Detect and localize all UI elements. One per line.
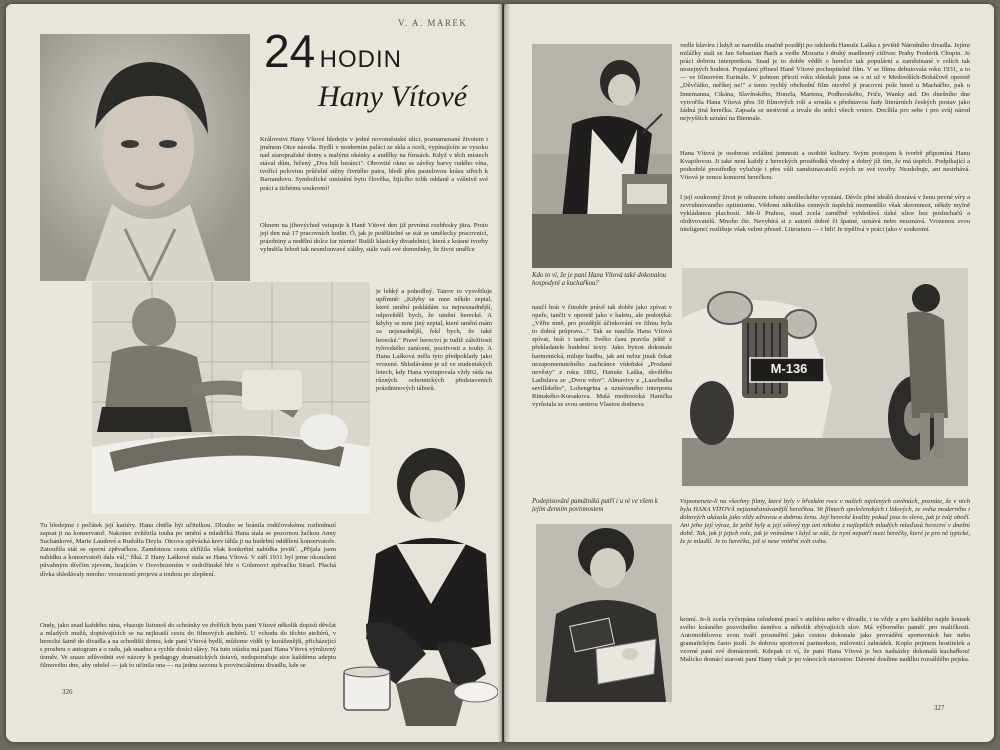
page-number-left: 326 — [62, 688, 73, 696]
intro-paragraph: Královstvi Hany Vítové hledejte v jedné novoměstské ulici, poznamenané životem i jménem Otce národa. Bydlí v moderním paláci ze skla a oceli, vypínajícím se vysoko nad staropražské domy s malými okénky a andílky na římsách. Když v těch místech stával dům, řečený „Dva bílí beránci". Obrovité okno se závěsy barvy rudého vína, tvořící polovinu průčelní stěny čtvrtého patra, hledí přes pastelovou krásu střech k Barrandovu. Symbolické umístění bytu člověka, žijícího tolik oddaně a vášnivě své práci a tichému soukromí! — [260, 136, 488, 192]
reading-photo — [536, 524, 672, 702]
title-word: HODIN — [319, 46, 402, 73]
caption-kitchen: Kdo to ví, že je paní Hana Vítová také dokonalou hospodyní a kuchařkou? — [532, 272, 667, 288]
text-column-top: vedle klavíru i když se narodila značně později po odchodu Hanuše Laška z jeviště Národního divadla. Jejími miláčky stali se Jan Sebastian Bach a vedle Mozarta i druhý madlenný citlivec Prahy Frederik Chopin. Je práci dobrou interpretkou. Snad je to dobře vědět o herečce tak populární a zaměstnané v rolích tak nestejných hodnot. Populární přinesl Haně Vítové pochopitelně film. V se filmu debutovala roku 1931, a to — ve filmovém Eurinále. V jednom přírotí roku shledali jsme se s ní už v Medoolších-Boháčově operetě „Děvčátko, neříkej ne!" a tento rychlý obchodní film otevřel jí pracovní pole hned u Macháčho, pak u Innemanna, Cikána, Slavínského, Honzla, Martena, Podhorského, Friče, Wanky atd. Do dnešního dne vytvořila Hana Vítová přes 30 filmových rolí a srostla s představou řady literárních českých postav jako žádná jiná herečka. Zapsala se nestvrné a trvale do srdcí všech vrstev. Docílila pro sebe i pro svůj národ nejvyšších uznání na Biennale. — [680, 42, 970, 122]
portrait-photo — [40, 34, 250, 281]
text-column-a: Oknem na jihovýchod vstupuje k Haně Vítové den již prvními rozbřesky jitra. Proto její den má 17 pracovních hodin. Ó, jak je potěšitelné se stát se umělecky pracovnicí, prázdniny a nedělní dolce far niente! Rušili klasicky divadelnici, která z krásné tvorby vyhnětla řehoň tak nesmlouvavé záliby, stále vaší své domněnky, že život umělce — [260, 222, 488, 254]
title-line-1 — [264, 24, 402, 78]
left-page — [6, 4, 502, 742]
page-number-right: 327 — [934, 704, 945, 712]
text-column-d: Ondy, jako snad každého rána, vhazuje listonoš do schránky ve dvěřích bytu paní Vítové několik dopisů děvčat a mladých mužů, doptávajících se na nejkratší cestu do filmových ateliérů. U vchodu do těchto ateliérů, v herecké šatně do divadla a na schodišti domu, kde paní Vítová bydlí, můžeme vidět ty kuráženější, přicházející s prosbou o autogram a o radu, jak snadno a rychle dosíci slávy. Na tuto otázku má paní Hana Vítová výmluvný úsměv. Ve snaze zdůvodnit své názory k pedagogy dramatických ústavů, nedoporučuje sice každému adeptu filmového dne, aby odešel — jak to učinila ona — na jednu sezonu k provinciálnímu divadlu, kde se — [40, 622, 336, 670]
text-column-bottom: kromí. Je-li zcela vyčerpána celodenní prací v ateliéru nebo v divadle, i tu vždy a pro každého najde kousek svého krásného pozvolného úsměvu a několik zbývajících slov. Má výborného paměť pro maličkosti. Automobilovou svou tváří prosměřní jako cestou dokonale jako provádění sportovních her nebo gramatickým často jezdí. Je dobrou sportovní partnerkou, milovnicí zahrádek. Koplo pojmem hostitelek a vzorné paní své domácnosti. Kdepak ci ví, že paní Hana Vítová je bez nadsázky dokonalá kuchařkou! Malicko domácí starosti paní Hany však je po vánocích starostou: Dávené dosíhne nadílku rozsáhlého pejska. — [680, 616, 970, 664]
kitchen-photo — [532, 44, 672, 268]
text-column-c: Tu hledejme i počátek její kariéry. Hana chtěla být učitelkou. Dlouho se bránila rodičovskému rozhodnutí zapsat ji na konservatoř. Nakonec zvítězila touha po umění a mladičká Hana stala se pozornou žačkou Anny Suchánkové, Marie Laudové a Rudolfa Deyla. Otcova zpěvácká krev táhla ji na hudební oddělení konservatoře. Zatoužila stát se operní zpěvačkou. Zaměstnou cestu zkřížila však konkrétní nabídka jevišť. „Přijala jsem nabídku a konservatoři dala vál," říká. Z Hany Laškové stala se Hana Vítová. V září 1931 byl jeme okouzleni půvabným dívčím zjevem, hrajícím v Osvobozeném v rudolfinské hře o Golemovi zpěvačku Sirael. Plachá dívka shledávaly mnoho: vroucností projevu a touhou po zlepšení. — [40, 522, 336, 578]
text-column-b: je lehký a pohodlný. Tairov to vysvětluje upřímně: „Kdyby se mne někdo zeptal, které umění pokládám za nejnesnadnější, odpověděl bych, že umění herecké. A kdyby se mne jiný zeptal, které umění mám za nejsnadnější, řekl bych, že také herecké." Pravé herectví je tudíž záležitostí tylovského zanícení, poctivosti a touhy. A Hana Lašková měla tyto předpoklady jako vrozené. Shledáváme je už ve studentských letech, kdy Hana vystupovala vždy ráda na různých ochotnických představeních prázdninových táborů. — [376, 288, 492, 393]
license-plate: M-136 — [770, 361, 808, 376]
text-column-bottom-italic: Vzpomenete-li na všechny filmy, které byly v březkém roce v našich mjelených ozvěnách, poznáte, že v nich byla HANA VÍTOVÁ nejzaměstnávanější herečkou. Ve filmech společenských i lidových, ze světa moderního i dobových ukázala jako vždy zdravou a dobrou ženu. Její herecké kvality pokud jsou to sleva, jak je tvůj obočí. Ani jeho její výraz, že ještě byly a její sólový typ ani nikoho z nejlepších mladých mlaďasů herectví v dnešní době. Tak, jak ji jejich role, jak je vnímáme i když se zdá, že nyní nepatří mezi herečky, které je pro ně typické, že je mladší. Je to herečka, jež si nese vnitřní svět světa. — [680, 498, 970, 546]
title-name: Hany Vítové — [318, 80, 468, 113]
crouching-photo — [336, 444, 498, 734]
right-page — [504, 4, 994, 742]
title-number: 24 — [264, 25, 316, 77]
caption-reading: Podepisování památníků patří i u ní ve všem k jejím denním povinnostem — [532, 498, 658, 514]
author-byline: V. A. MAREK — [398, 18, 468, 28]
text-column-mid: naučí hrát v činohře právě tak dobře jako zpívat v opeře, tančit v operetě jako v baletu, ale podotýká: „Věřte mně, pro pozdější účinkování ve filmu byla to dobrá průprava..." Tak se naučila Hana Vítová zpívat, hrát i tančit. Svého času pravila ještě z překladatele hudební texty. Jako bytost dokonale harmonická, miluje hudbu, jak ani nelze jinak čekat nezapomenutelného zachránce vídeňské „Prodané nevěsty" z roku 1892, Hanuše Laška, skvělého Ladislava ze „Dvou vdov". Almavivy z „Lazebníka sevillského", Lohengrina a uznávaného interpreta Rimského-Korsakova. Malá modroooká Hanička vyrůstala se svou sestrou Vlastou dodneva — [532, 304, 672, 409]
text-column-top-2: Hana Vítová je osobnost zvláštní jemnosti a osobité kultury. Svým postojem k tvorbě připomíná Hanu Kvapilovou. Ji také není každý z hereckých prostředků vhodný a dobrý jíž tím, že má úspěch. Podpíkající a podezřelé prostředky vylučuje i přes vůli zaměstnavatelů svých ze své tvorby. Nezdobuje, ani nestrhává. Vítová je zenou komorní herečkou. — [680, 150, 970, 182]
text-column-top-3: I její soukromý život je odrazem tohoto uměleckého vyznání. Dévče plné ideálů dozrává v ženu pevné víry a zevrubnovaného optimismu. Vědomí několika cenných úspěchů nezmenšilo však skromnost, někdy mylně vykládanou plachostí. Jde-li Prahou, snad zcela zaměřně vyhledává úzké ulice bez posluchačů a obdivovatelů. Mnoho čte. Nevybírá si z autorů dobré či špatné, uznává nebo neuznává. Vrozenou svou inteligencí rozlišuje však velmi přesně. Literaturu — i lidi! Je trpělivá v práci jako v soukromí. — [680, 194, 970, 234]
car-photo — [682, 268, 968, 486]
book-gutter — [497, 4, 511, 742]
massage-photo — [92, 282, 370, 514]
